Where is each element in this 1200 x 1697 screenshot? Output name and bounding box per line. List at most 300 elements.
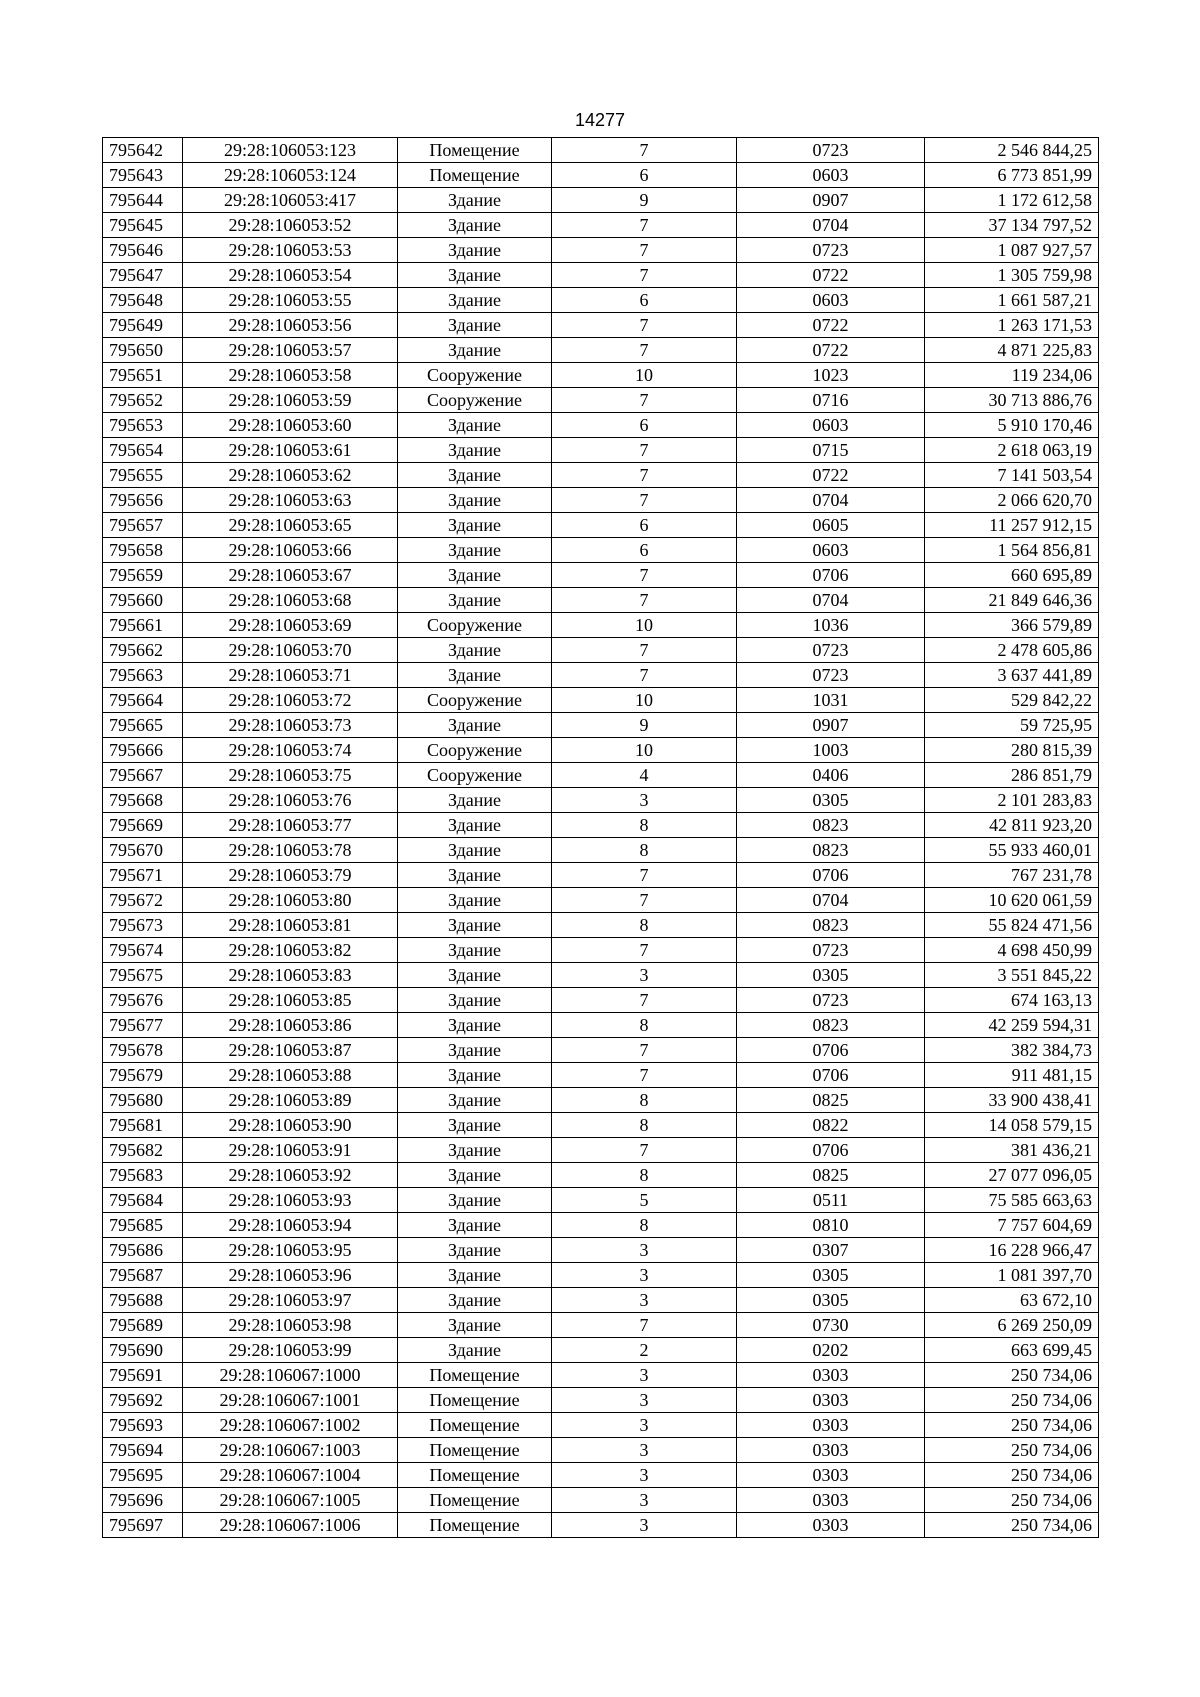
table-row <box>103 1513 1099 1538</box>
object-type-cell: Сооружение <box>398 388 552 413</box>
object-type-cell: Здание <box>398 1063 552 1088</box>
group-cell: 7 <box>552 388 737 413</box>
object-type-cell: Здание <box>398 913 552 938</box>
object-type-cell: Здание <box>398 638 552 663</box>
cadastral-value-cell: 660 695,89 <box>925 563 1099 588</box>
table-row <box>103 513 1099 538</box>
group-cell: 8 <box>552 813 737 838</box>
table-row <box>103 588 1099 613</box>
cadastral-number-cell: 29:28:106053:69 <box>183 613 398 638</box>
table-row <box>103 1163 1099 1188</box>
table-row <box>103 788 1099 813</box>
cadastral-number-cell: 29:28:106053:79 <box>183 863 398 888</box>
group-cell: 3 <box>552 963 737 988</box>
cadastral-value-cell: 767 231,78 <box>925 863 1099 888</box>
cadastral-value-cell: 10 620 061,59 <box>925 888 1099 913</box>
table-row <box>103 388 1099 413</box>
group-cell: 9 <box>552 713 737 738</box>
group-cell: 10 <box>552 363 737 388</box>
subgroup-code-cell: 0305 <box>737 963 925 988</box>
row-number-cell: 795680 <box>103 1088 183 1113</box>
cadastral-number-cell: 29:28:106053:56 <box>183 313 398 338</box>
cadastral-number-cell: 29:28:106053:90 <box>183 1113 398 1138</box>
cadastral-number-cell: 29:28:106053:92 <box>183 1163 398 1188</box>
cadastral-number-cell: 29:28:106053:72 <box>183 688 398 713</box>
cadastral-number-cell: 29:28:106053:97 <box>183 1288 398 1313</box>
object-type-cell: Сооружение <box>398 763 552 788</box>
group-cell: 3 <box>552 1263 737 1288</box>
table-row <box>103 1463 1099 1488</box>
cadastral-value-cell: 1 661 587,21 <box>925 288 1099 313</box>
cadastral-value-cell: 250 734,06 <box>925 1363 1099 1388</box>
cadastral-number-cell: 29:28:106067:1003 <box>183 1438 398 1463</box>
cadastral-value-cell: 529 842,22 <box>925 688 1099 713</box>
cadastral-value-cell: 1 081 397,70 <box>925 1263 1099 1288</box>
group-cell: 8 <box>552 838 737 863</box>
group-cell: 5 <box>552 1188 737 1213</box>
object-type-cell: Здание <box>398 813 552 838</box>
subgroup-code-cell: 0723 <box>737 663 925 688</box>
object-type-cell: Здание <box>398 863 552 888</box>
group-cell: 8 <box>552 1013 737 1038</box>
object-type-cell: Здание <box>398 213 552 238</box>
group-cell: 6 <box>552 163 737 188</box>
object-type-cell: Здание <box>398 488 552 513</box>
row-number-cell: 795661 <box>103 613 183 638</box>
group-cell: 7 <box>552 563 737 588</box>
row-number-cell: 795658 <box>103 538 183 563</box>
object-type-cell: Здание <box>398 1263 552 1288</box>
cadastral-number-cell: 29:28:106053:65 <box>183 513 398 538</box>
object-type-cell: Помещение <box>398 1438 552 1463</box>
group-cell: 10 <box>552 688 737 713</box>
cadastral-number-cell: 29:28:106053:68 <box>183 588 398 613</box>
row-number-cell: 795651 <box>103 363 183 388</box>
group-cell: 7 <box>552 938 737 963</box>
group-cell: 7 <box>552 588 737 613</box>
cadastral-number-cell: 29:28:106053:98 <box>183 1313 398 1338</box>
object-type-cell: Здание <box>398 538 552 563</box>
table-row <box>103 263 1099 288</box>
cadastral-value-cell: 674 163,13 <box>925 988 1099 1013</box>
subgroup-code-cell: 0723 <box>737 988 925 1013</box>
subgroup-code-cell: 0823 <box>737 913 925 938</box>
row-number-cell: 795675 <box>103 963 183 988</box>
row-number-cell: 795665 <box>103 713 183 738</box>
cadastral-value-cell: 250 734,06 <box>925 1438 1099 1463</box>
table-row <box>103 688 1099 713</box>
row-number-cell: 795683 <box>103 1163 183 1188</box>
subgroup-code-cell: 0722 <box>737 263 925 288</box>
row-number-cell: 795691 <box>103 1363 183 1388</box>
row-number-cell: 795688 <box>103 1288 183 1313</box>
group-cell: 7 <box>552 663 737 688</box>
cadastral-value-cell: 5 910 170,46 <box>925 413 1099 438</box>
subgroup-code-cell: 0305 <box>737 1288 925 1313</box>
group-cell: 8 <box>552 1163 737 1188</box>
row-number-cell: 795684 <box>103 1188 183 1213</box>
cadastral-value-cell: 11 257 912,15 <box>925 513 1099 538</box>
subgroup-code-cell: 0810 <box>737 1213 925 1238</box>
cadastral-value-cell: 14 058 579,15 <box>925 1113 1099 1138</box>
subgroup-code-cell: 0722 <box>737 463 925 488</box>
object-type-cell: Здание <box>398 1238 552 1263</box>
object-type-cell: Здание <box>398 313 552 338</box>
cadastral-value-cell: 3 551 845,22 <box>925 963 1099 988</box>
cadastral-value-cell: 250 734,06 <box>925 1463 1099 1488</box>
object-type-cell: Сооружение <box>398 613 552 638</box>
cadastral-number-cell: 29:28:106053:89 <box>183 1088 398 1113</box>
subgroup-code-cell: 0723 <box>737 238 925 263</box>
cadastral-number-cell: 29:28:106053:96 <box>183 1263 398 1288</box>
object-type-cell: Здание <box>398 463 552 488</box>
subgroup-code-cell: 0823 <box>737 838 925 863</box>
cadastral-number-cell: 29:28:106053:60 <box>183 413 398 438</box>
subgroup-code-cell: 1023 <box>737 363 925 388</box>
group-cell: 3 <box>552 1288 737 1313</box>
object-type-cell: Помещение <box>398 1488 552 1513</box>
row-number-cell: 795654 <box>103 438 183 463</box>
table-row <box>103 888 1099 913</box>
object-type-cell: Помещение <box>398 1463 552 1488</box>
row-number-cell: 795649 <box>103 313 183 338</box>
row-number-cell: 795648 <box>103 288 183 313</box>
subgroup-code-cell: 0303 <box>737 1463 925 1488</box>
group-cell: 6 <box>552 513 737 538</box>
cadastral-number-cell: 29:28:106053:91 <box>183 1138 398 1163</box>
table-row <box>103 488 1099 513</box>
row-number-cell: 795668 <box>103 788 183 813</box>
subgroup-code-cell: 0303 <box>737 1438 925 1463</box>
subgroup-code-cell: 0605 <box>737 513 925 538</box>
subgroup-code-cell: 0722 <box>737 313 925 338</box>
subgroup-code-cell: 0603 <box>737 288 925 313</box>
cadastral-value-cell: 21 849 646,36 <box>925 588 1099 613</box>
object-type-cell: Здание <box>398 888 552 913</box>
row-number-cell: 795650 <box>103 338 183 363</box>
row-number-cell: 795673 <box>103 913 183 938</box>
group-cell: 10 <box>552 613 737 638</box>
cadastral-number-cell: 29:28:106053:53 <box>183 238 398 263</box>
subgroup-code-cell: 0722 <box>737 338 925 363</box>
object-type-cell: Здание <box>398 588 552 613</box>
group-cell: 3 <box>552 1513 737 1538</box>
table-row <box>103 1088 1099 1113</box>
table-row <box>103 1438 1099 1463</box>
cadastral-value-cell: 381 436,21 <box>925 1138 1099 1163</box>
cadastral-number-cell: 29:28:106053:81 <box>183 913 398 938</box>
subgroup-code-cell: 0704 <box>737 213 925 238</box>
table-row <box>103 1488 1099 1513</box>
table-row <box>103 1313 1099 1338</box>
object-type-cell: Помещение <box>398 1513 552 1538</box>
row-number-cell: 795646 <box>103 238 183 263</box>
subgroup-code-cell: 1003 <box>737 738 925 763</box>
cadastral-value-cell: 119 234,06 <box>925 363 1099 388</box>
row-number-cell: 795677 <box>103 1013 183 1038</box>
group-cell: 10 <box>552 738 737 763</box>
table-row <box>103 1013 1099 1038</box>
row-number-cell: 795647 <box>103 263 183 288</box>
table-row <box>103 1338 1099 1363</box>
table-row <box>103 1288 1099 1313</box>
object-type-cell: Здание <box>398 1338 552 1363</box>
row-number-cell: 795695 <box>103 1463 183 1488</box>
row-number-cell: 795676 <box>103 988 183 1013</box>
subgroup-code-cell: 0511 <box>737 1188 925 1213</box>
cadastral-number-cell: 29:28:106053:63 <box>183 488 398 513</box>
group-cell: 7 <box>552 888 737 913</box>
table-row <box>103 163 1099 188</box>
group-cell: 8 <box>552 913 737 938</box>
table-row <box>103 1213 1099 1238</box>
subgroup-code-cell: 0202 <box>737 1338 925 1363</box>
group-cell: 7 <box>552 438 737 463</box>
subgroup-code-cell: 0307 <box>737 1238 925 1263</box>
group-cell: 3 <box>552 1238 737 1263</box>
cadastral-number-cell: 29:28:106053:94 <box>183 1213 398 1238</box>
table-row <box>103 763 1099 788</box>
cadastral-value-cell: 75 585 663,63 <box>925 1188 1099 1213</box>
cadastral-value-cell: 286 851,79 <box>925 763 1099 788</box>
row-number-cell: 795663 <box>103 663 183 688</box>
group-cell: 7 <box>552 238 737 263</box>
subgroup-code-cell: 0907 <box>737 713 925 738</box>
group-cell: 2 <box>552 1338 737 1363</box>
subgroup-code-cell: 0303 <box>737 1363 925 1388</box>
object-type-cell: Помещение <box>398 1413 552 1438</box>
cadastral-number-cell: 29:28:106053:57 <box>183 338 398 363</box>
group-cell: 7 <box>552 988 737 1013</box>
table-row <box>103 988 1099 1013</box>
group-cell: 7 <box>552 138 737 163</box>
cadastral-value-cell: 7 141 503,54 <box>925 463 1099 488</box>
object-type-cell: Здание <box>398 413 552 438</box>
group-cell: 6 <box>552 538 737 563</box>
cadastral-value-cell: 1 172 612,58 <box>925 188 1099 213</box>
group-cell: 7 <box>552 488 737 513</box>
table-row <box>103 838 1099 863</box>
cadastral-number-cell: 29:28:106053:93 <box>183 1188 398 1213</box>
row-number-cell: 795689 <box>103 1313 183 1338</box>
subgroup-code-cell: 0723 <box>737 938 925 963</box>
row-number-cell: 795655 <box>103 463 183 488</box>
table-row <box>103 1038 1099 1063</box>
cadastral-value-cell: 250 734,06 <box>925 1388 1099 1413</box>
table-row <box>103 663 1099 688</box>
cadastral-value-cell: 42 811 923,20 <box>925 813 1099 838</box>
group-cell: 6 <box>552 413 737 438</box>
object-type-cell: Сооружение <box>398 363 552 388</box>
cadastral-number-cell: 29:28:106067:1001 <box>183 1388 398 1413</box>
cadastral-number-cell: 29:28:106053:86 <box>183 1013 398 1038</box>
row-number-cell: 795672 <box>103 888 183 913</box>
row-number-cell: 795670 <box>103 838 183 863</box>
table-row <box>103 363 1099 388</box>
object-type-cell: Помещение <box>398 163 552 188</box>
row-number-cell: 795682 <box>103 1138 183 1163</box>
table-row <box>103 213 1099 238</box>
cadastral-number-cell: 29:28:106053:85 <box>183 988 398 1013</box>
subgroup-code-cell: 0706 <box>737 1063 925 1088</box>
object-type-cell: Сооружение <box>398 688 552 713</box>
row-number-cell: 795666 <box>103 738 183 763</box>
subgroup-code-cell: 0823 <box>737 1013 925 1038</box>
group-cell: 3 <box>552 1388 737 1413</box>
cadastral-number-cell: 29:28:106053:74 <box>183 738 398 763</box>
table-row <box>103 1138 1099 1163</box>
object-type-cell: Помещение <box>398 1388 552 1413</box>
object-type-cell: Здание <box>398 788 552 813</box>
cadastral-number-cell: 29:28:106053:73 <box>183 713 398 738</box>
group-cell: 6 <box>552 288 737 313</box>
cadastral-number-cell: 29:28:106067:1000 <box>183 1363 398 1388</box>
cadastral-number-cell: 29:28:106053:55 <box>183 288 398 313</box>
object-type-cell: Здание <box>398 1163 552 1188</box>
cadastral-value-cell: 2 478 605,86 <box>925 638 1099 663</box>
group-cell: 7 <box>552 863 737 888</box>
row-number-cell: 795644 <box>103 188 183 213</box>
group-cell: 7 <box>552 1038 737 1063</box>
cadastral-value-cell: 250 734,06 <box>925 1513 1099 1538</box>
object-type-cell: Сооружение <box>398 738 552 763</box>
cadastral-value-cell: 366 579,89 <box>925 613 1099 638</box>
subgroup-code-cell: 0603 <box>737 538 925 563</box>
cadastral-number-cell: 29:28:106053:77 <box>183 813 398 838</box>
group-cell: 7 <box>552 1138 737 1163</box>
table-row <box>103 638 1099 663</box>
object-type-cell: Здание <box>398 1038 552 1063</box>
table-row <box>103 913 1099 938</box>
cadastral-value-cell: 1 263 171,53 <box>925 313 1099 338</box>
table-row <box>103 738 1099 763</box>
object-type-cell: Здание <box>398 963 552 988</box>
table-row <box>103 613 1099 638</box>
table-row <box>103 1113 1099 1138</box>
row-number-cell: 795696 <box>103 1488 183 1513</box>
cadastral-number-cell: 29:28:106053:82 <box>183 938 398 963</box>
cadastral-number-cell: 29:28:106053:62 <box>183 463 398 488</box>
subgroup-code-cell: 1036 <box>737 613 925 638</box>
row-number-cell: 795659 <box>103 563 183 588</box>
row-number-cell: 795664 <box>103 688 183 713</box>
table-row <box>103 713 1099 738</box>
cadastral-value-cell: 1 564 856,81 <box>925 538 1099 563</box>
group-cell: 7 <box>552 463 737 488</box>
table-row <box>103 538 1099 563</box>
cadastral-number-cell: 29:28:106053:78 <box>183 838 398 863</box>
cadastral-value-cell: 37 134 797,52 <box>925 213 1099 238</box>
object-type-cell: Здание <box>398 988 552 1013</box>
subgroup-code-cell: 0723 <box>737 138 925 163</box>
table-row <box>103 1263 1099 1288</box>
cadastral-value-cell: 663 699,45 <box>925 1338 1099 1363</box>
table-row <box>103 238 1099 263</box>
object-type-cell: Здание <box>398 713 552 738</box>
cadastral-number-cell: 29:28:106067:1005 <box>183 1488 398 1513</box>
cadastral-number-cell: 29:28:106053:75 <box>183 763 398 788</box>
cadastral-value-cell: 2 618 063,19 <box>925 438 1099 463</box>
row-number-cell: 795692 <box>103 1388 183 1413</box>
table-row <box>103 138 1099 163</box>
cadastral-number-cell: 29:28:106053:80 <box>183 888 398 913</box>
subgroup-code-cell: 0706 <box>737 863 925 888</box>
cadastral-value-cell: 30 713 886,76 <box>925 388 1099 413</box>
object-type-cell: Здание <box>398 563 552 588</box>
group-cell: 8 <box>552 1113 737 1138</box>
table-row <box>103 288 1099 313</box>
object-type-cell: Здание <box>398 238 552 263</box>
row-number-cell: 795671 <box>103 863 183 888</box>
subgroup-code-cell: 0825 <box>737 1163 925 1188</box>
row-number-cell: 795693 <box>103 1413 183 1438</box>
cadastral-value-cell: 55 824 471,56 <box>925 913 1099 938</box>
object-type-cell: Здание <box>398 663 552 688</box>
subgroup-code-cell: 0305 <box>737 1263 925 1288</box>
table-row <box>103 1063 1099 1088</box>
object-type-cell: Здание <box>398 1113 552 1138</box>
table-row <box>103 463 1099 488</box>
object-type-cell: Здание <box>398 1013 552 1038</box>
row-number-cell: 795685 <box>103 1213 183 1238</box>
row-number-cell: 795662 <box>103 638 183 663</box>
table-row <box>103 413 1099 438</box>
cadastral-number-cell: 29:28:106053:88 <box>183 1063 398 1088</box>
cadastral-value-cell: 250 734,06 <box>925 1488 1099 1513</box>
cadastral-value-cell: 6 269 250,09 <box>925 1313 1099 1338</box>
table-row <box>103 313 1099 338</box>
group-cell: 7 <box>552 1063 737 1088</box>
object-type-cell: Здание <box>398 513 552 538</box>
group-cell: 3 <box>552 1463 737 1488</box>
row-number-cell: 795687 <box>103 1263 183 1288</box>
cadastral-value-cell: 55 933 460,01 <box>925 838 1099 863</box>
cadastral-value-cell: 1 305 759,98 <box>925 263 1099 288</box>
cadastral-number-cell: 29:28:106053:417 <box>183 188 398 213</box>
row-number-cell: 795657 <box>103 513 183 538</box>
subgroup-code-cell: 0706 <box>737 563 925 588</box>
subgroup-code-cell: 0603 <box>737 163 925 188</box>
group-cell: 7 <box>552 213 737 238</box>
cadastral-number-cell: 29:28:106053:70 <box>183 638 398 663</box>
cadastral-number-cell: 29:28:106067:1004 <box>183 1463 398 1488</box>
cadastral-number-cell: 29:28:106053:87 <box>183 1038 398 1063</box>
group-cell: 3 <box>552 1488 737 1513</box>
subgroup-code-cell: 0305 <box>737 788 925 813</box>
cadastral-value-cell: 2 066 620,70 <box>925 488 1099 513</box>
object-type-cell: Здание <box>398 1188 552 1213</box>
cadastral-value-cell: 4 698 450,99 <box>925 938 1099 963</box>
subgroup-code-cell: 0823 <box>737 813 925 838</box>
row-number-cell: 795686 <box>103 1238 183 1263</box>
cadastral-value-cell: 2 101 283,83 <box>925 788 1099 813</box>
row-number-cell: 795690 <box>103 1338 183 1363</box>
subgroup-code-cell: 0822 <box>737 1113 925 1138</box>
cadastral-value-cell: 280 815,39 <box>925 738 1099 763</box>
cadastral-value-cell: 16 228 966,47 <box>925 1238 1099 1263</box>
row-number-cell: 795678 <box>103 1038 183 1063</box>
table-row <box>103 1413 1099 1438</box>
cadastral-value-cell: 59 725,95 <box>925 713 1099 738</box>
subgroup-code-cell: 0706 <box>737 1138 925 1163</box>
row-number-cell: 795674 <box>103 938 183 963</box>
object-type-cell: Здание <box>398 1088 552 1113</box>
subgroup-code-cell: 0303 <box>737 1513 925 1538</box>
object-type-cell: Здание <box>398 438 552 463</box>
cadastral-value-cell: 6 773 851,99 <box>925 163 1099 188</box>
object-type-cell: Помещение <box>398 138 552 163</box>
subgroup-code-cell: 0706 <box>737 1038 925 1063</box>
